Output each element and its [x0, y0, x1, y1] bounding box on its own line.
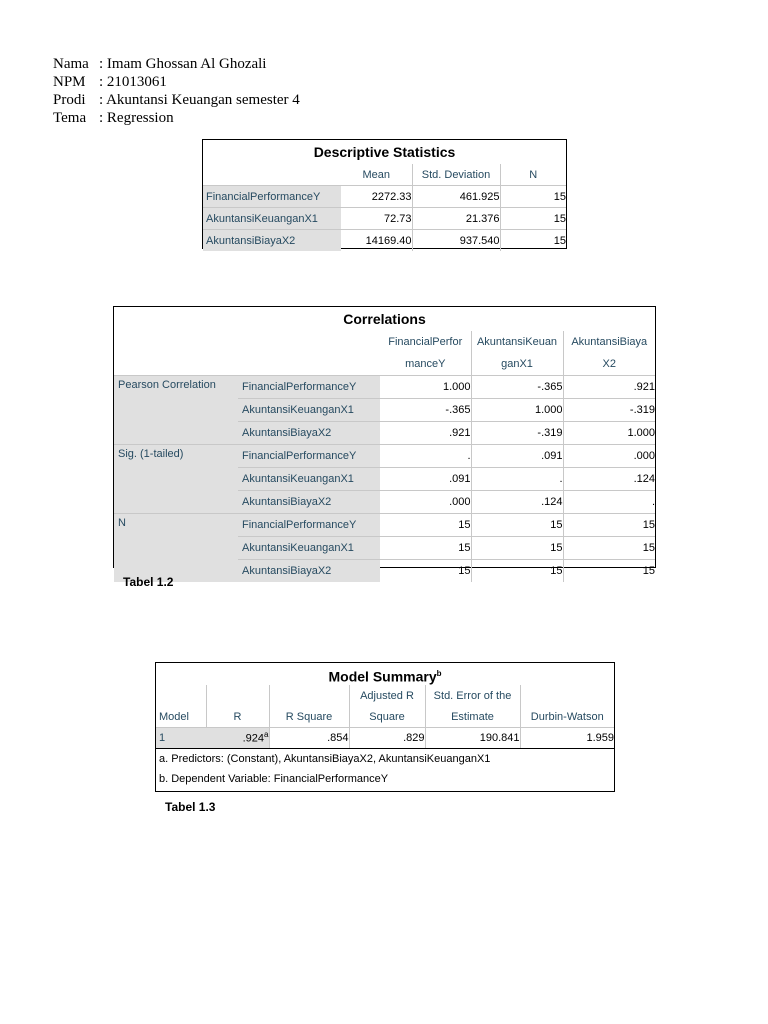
cell: 15 — [380, 514, 471, 537]
cell: .000 — [380, 491, 471, 514]
cell-r-square: .854 — [269, 727, 349, 748]
column-header: Estimate — [425, 707, 520, 727]
table-title-text: Model Summary — [328, 668, 437, 685]
cell: .124 — [471, 491, 563, 514]
row-label: 1 — [156, 727, 206, 748]
info-value: : Regression — [99, 110, 174, 126]
row-label: FinancialPerformanceY — [238, 376, 380, 399]
cell-n: 15 — [500, 208, 566, 230]
cell: .000 — [563, 445, 655, 468]
cell: .921 — [380, 422, 471, 445]
header-blank — [114, 353, 380, 376]
info-value: : Imam Ghossan Al Ghozali — [99, 56, 267, 72]
cell: -.365 — [471, 376, 563, 399]
header-line1: Std. Error of the — [425, 685, 520, 707]
cell: -.319 — [471, 422, 563, 445]
header-line1 — [520, 685, 614, 707]
cell: .124 — [563, 468, 655, 491]
table-row — [203, 208, 566, 230]
footnote-a: a. Predictors: (Constant), AkuntansiBiayaX2, AkuntansiKeuanganX1 — [159, 752, 491, 765]
info-row-nama — [53, 55, 300, 73]
cell: 15 — [471, 560, 563, 583]
cell: 1.000 — [563, 422, 655, 445]
info-label: Prodi — [53, 92, 86, 108]
column-header-line2: ganX1 — [471, 353, 563, 376]
table-row — [114, 445, 655, 468]
model-summary-table — [155, 662, 615, 792]
column-header-line1: FinancialPerfor — [388, 336, 463, 348]
info-label: Tema — [53, 110, 87, 126]
descriptive-statistics-table — [202, 139, 567, 249]
correlations-table — [113, 306, 656, 577]
column-header: Model — [156, 707, 206, 727]
table-title: Correlations — [343, 311, 426, 327]
column-header: Durbin-Watson — [520, 707, 614, 727]
cell-mean: 72.73 — [341, 208, 412, 230]
row-label: AkuntansiBiayaX2 — [238, 560, 380, 583]
cell: .921 — [563, 376, 655, 399]
cell-sd: 21.376 — [412, 208, 500, 230]
cell: -.319 — [563, 399, 655, 422]
row-label: AkuntansiBiayaX2 — [203, 230, 341, 252]
cell-n: 15 — [500, 230, 566, 252]
table-row — [114, 376, 655, 399]
title-superscript: b — [436, 669, 442, 678]
group-label-pearson: Pearson Correlation — [114, 376, 238, 445]
cell-mean: 14169.40 — [365, 234, 412, 247]
table-row — [156, 727, 614, 748]
cell: .091 — [471, 445, 563, 468]
cell-std-error: 190.841 — [425, 727, 520, 748]
table-title: Descriptive Statistics — [313, 144, 456, 160]
column-header: N — [500, 164, 566, 186]
column-header-line1: AkuntansiKeuan — [471, 331, 563, 353]
cell: 15 — [380, 537, 471, 560]
cell: .091 — [380, 468, 471, 491]
group-label-sig: Sig. (1-tailed) — [114, 445, 238, 514]
column-header-line1: AkuntansiBiaya — [563, 331, 655, 353]
column-header: Std. Deviation — [412, 164, 500, 186]
info-label: Nama — [53, 56, 89, 72]
cell: 15 — [458, 565, 471, 577]
table-title — [156, 663, 614, 685]
column-header: R Square — [269, 707, 349, 727]
info-row-tema — [53, 109, 300, 127]
header-blank — [114, 331, 380, 353]
header-line1 — [269, 685, 349, 707]
footnote-b: b. Dependent Variable: FinancialPerformanceY — [159, 772, 389, 785]
row-label: FinancialPerformanceY — [238, 514, 380, 537]
cell: 15 — [563, 537, 655, 560]
table-caption: Tabel 1.3 — [165, 800, 216, 814]
cell-r-value: .924 — [242, 732, 265, 745]
cell: 15 — [563, 560, 655, 583]
cell: 1.000 — [471, 399, 563, 422]
table-row — [203, 230, 566, 252]
info-row-prodi — [53, 91, 300, 109]
table-row — [114, 514, 655, 537]
cell: . — [471, 468, 563, 491]
row-label: AkuntansiKeuanganX1 — [238, 399, 380, 422]
column-header: Mean — [341, 164, 412, 186]
cell-durbin-watson: 1.959 — [520, 727, 614, 748]
cell: 15 — [471, 514, 563, 537]
table-caption: Tabel 1.2 — [123, 575, 174, 589]
header-line1 — [206, 685, 269, 707]
cell-r — [206, 727, 269, 748]
r-superscript: a — [264, 730, 269, 740]
cell: 15 — [563, 514, 655, 537]
row-label: AkuntansiBiayaX2 — [238, 491, 380, 514]
cell-mean: 2272.33 — [341, 186, 412, 208]
cell-sd: 937.540 — [412, 230, 500, 252]
info-value: : Akuntansi Keuangan semester 4 — [99, 92, 300, 108]
column-header: R — [206, 707, 269, 727]
info-row-npm — [53, 73, 300, 91]
header-line1: Adjusted R — [349, 685, 425, 707]
row-label: FinancialPerformanceY — [238, 445, 380, 468]
row-label: AkuntansiKeuanganX1 — [238, 537, 380, 560]
student-info — [53, 55, 300, 127]
cell-adjusted-r-square: .829 — [349, 727, 425, 748]
cell: . — [563, 491, 655, 514]
info-value: : 21013061 — [99, 74, 167, 90]
row-label: AkuntansiBiayaX2 — [238, 422, 380, 445]
row-label: AkuntansiKeuanganX1 — [203, 208, 341, 230]
column-header-line2: manceY — [380, 353, 471, 376]
column-header: Square — [349, 707, 425, 727]
cell: 1.000 — [380, 376, 471, 399]
header-blank — [203, 164, 341, 186]
cell: . — [380, 445, 471, 468]
cell-sd: 461.925 — [412, 186, 500, 208]
info-label: NPM — [53, 74, 86, 90]
group-label-n: N — [114, 514, 238, 583]
table-row — [203, 186, 566, 208]
cell: -.365 — [380, 399, 471, 422]
row-label: FinancialPerformanceY — [203, 186, 341, 208]
row-label: AkuntansiKeuanganX1 — [238, 468, 380, 491]
column-header-line2: X2 — [563, 353, 655, 376]
header-line1 — [156, 685, 206, 707]
cell-n: 15 — [500, 186, 566, 208]
cell: 15 — [471, 537, 563, 560]
